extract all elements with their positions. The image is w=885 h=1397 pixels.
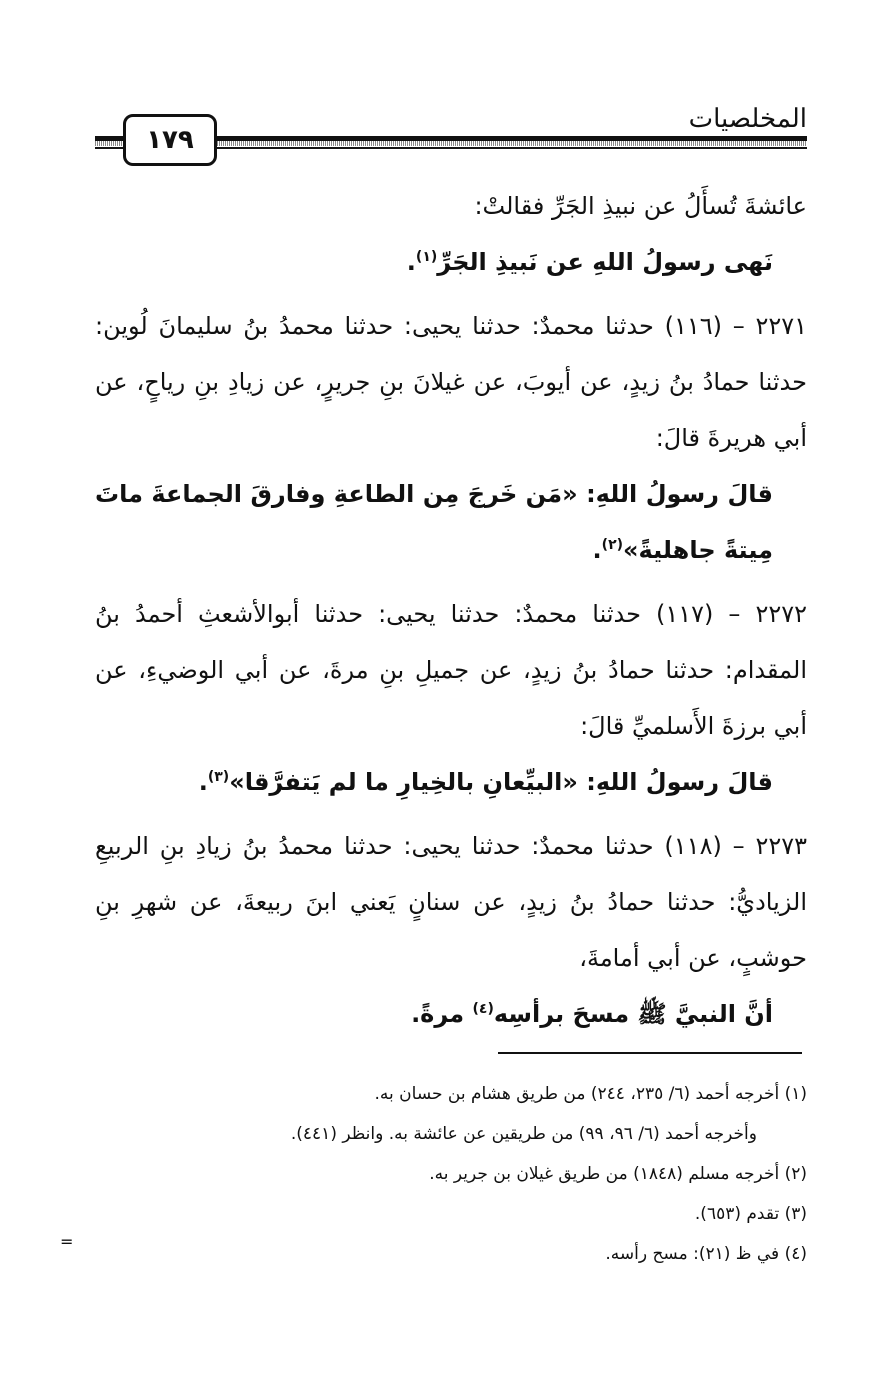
hadith-isnad: ٢٢٧١ – (١١٦) حدثنا محمدٌ: حدثنا يحيى: حدثنا محمدُ بنُ سليمانَ لُوين: حدثنا حمادُ بنُ زيدٍ، عن أيوبَ، عن غيلانَ بنِ جريرٍ، عن زيادِ بنِ رياحٍ، عن أبي هريرةَ قالَ: [95, 312, 808, 452]
hadith-matn: قالَ رسولُ اللهِ: «البيِّعانِ بالخِيارِ ما لم يَتفرَّقا»$^{(٣)}$. [198, 768, 773, 796]
footnote: (٤) في ظ (٢١): مسح رأسه. [605, 1244, 807, 1264]
page-header [95, 100, 807, 170]
margin-mark: = [60, 1232, 74, 1251]
footnote-ref: (٢) [601, 537, 624, 553]
footnote: (٢) أخرجه مسلم (١٨٤٨) من طريق غيلان بن جرير به. [429, 1164, 807, 1184]
main-text [95, 178, 807, 1042]
footnote-ref: (١) [415, 249, 438, 265]
hadith-isnad: ٢٢٧٢ – (١١٧) حدثنا محمدٌ: حدثنا يحيى: حدثنا أبوالأشعثِ أحمدُ بنُ المقدام: حدثنا حمادُ بنُ زيدٍ، عن جميلِ بنِ مرةَ، عن أبي الوضيءِ، عن أبي برزةَ الأَسلميِّ قالَ: [95, 600, 807, 740]
page-number: ١٧٩ [123, 114, 217, 166]
hadith-matn: قالَ رسولُ اللهِ: «مَن خَرجَ مِن الطاعةِ وفارقَ الجماعةَ ماتَ مِيتةً جاهليةً»$^{(٢)}$. [95, 480, 773, 564]
hadith-matn: أنَّ النبيَّ ﷺ مسحَ برأسِه$^{(٤)}$ مرةً. [411, 1000, 773, 1028]
footnote-ref: (٤) [472, 1001, 494, 1017]
footnote: (٣) تقدم (٦٥٣). [694, 1204, 807, 1224]
footnote: (١) أخرجه أحمد (٦/ ٢٣٥، ٢٤٤) من طريق هشام بن حسان به. [374, 1084, 807, 1104]
hadith-isnad: ٢٢٧٣ – (١١٨) حدثنا محمدٌ: حدثنا يحيى: حدثنا محمدُ بنُ زيادِ بنِ الربيعِ الزياديُّ: حدثنا حمادُ بنُ زيدٍ، عن سنانٍ يَعني ابنَ ربيعةَ، عن شهرِ بنِ حوشبٍ، عن أبي أمامةَ، [95, 832, 807, 972]
paragraph: عائشةَ تُسأَلُ عن نبيذِ الجَرِّ فقالتْ: [474, 192, 807, 220]
running-title: المخلصيات [688, 104, 807, 134]
footnote: وأخرجه أحمد (٦/ ٩٦، ٩٩) من طريقين عن عائشة به. وانظر (٤٤١). [290, 1124, 757, 1144]
hadith-matn: نَهى رسولُ اللهِ عن نَبيذِ الجَرِّ$^{(١)}$. [406, 248, 773, 276]
footnotes [120, 1074, 807, 1274]
footnote-separator [498, 1052, 802, 1054]
footnote-ref: (٣) [207, 769, 230, 785]
